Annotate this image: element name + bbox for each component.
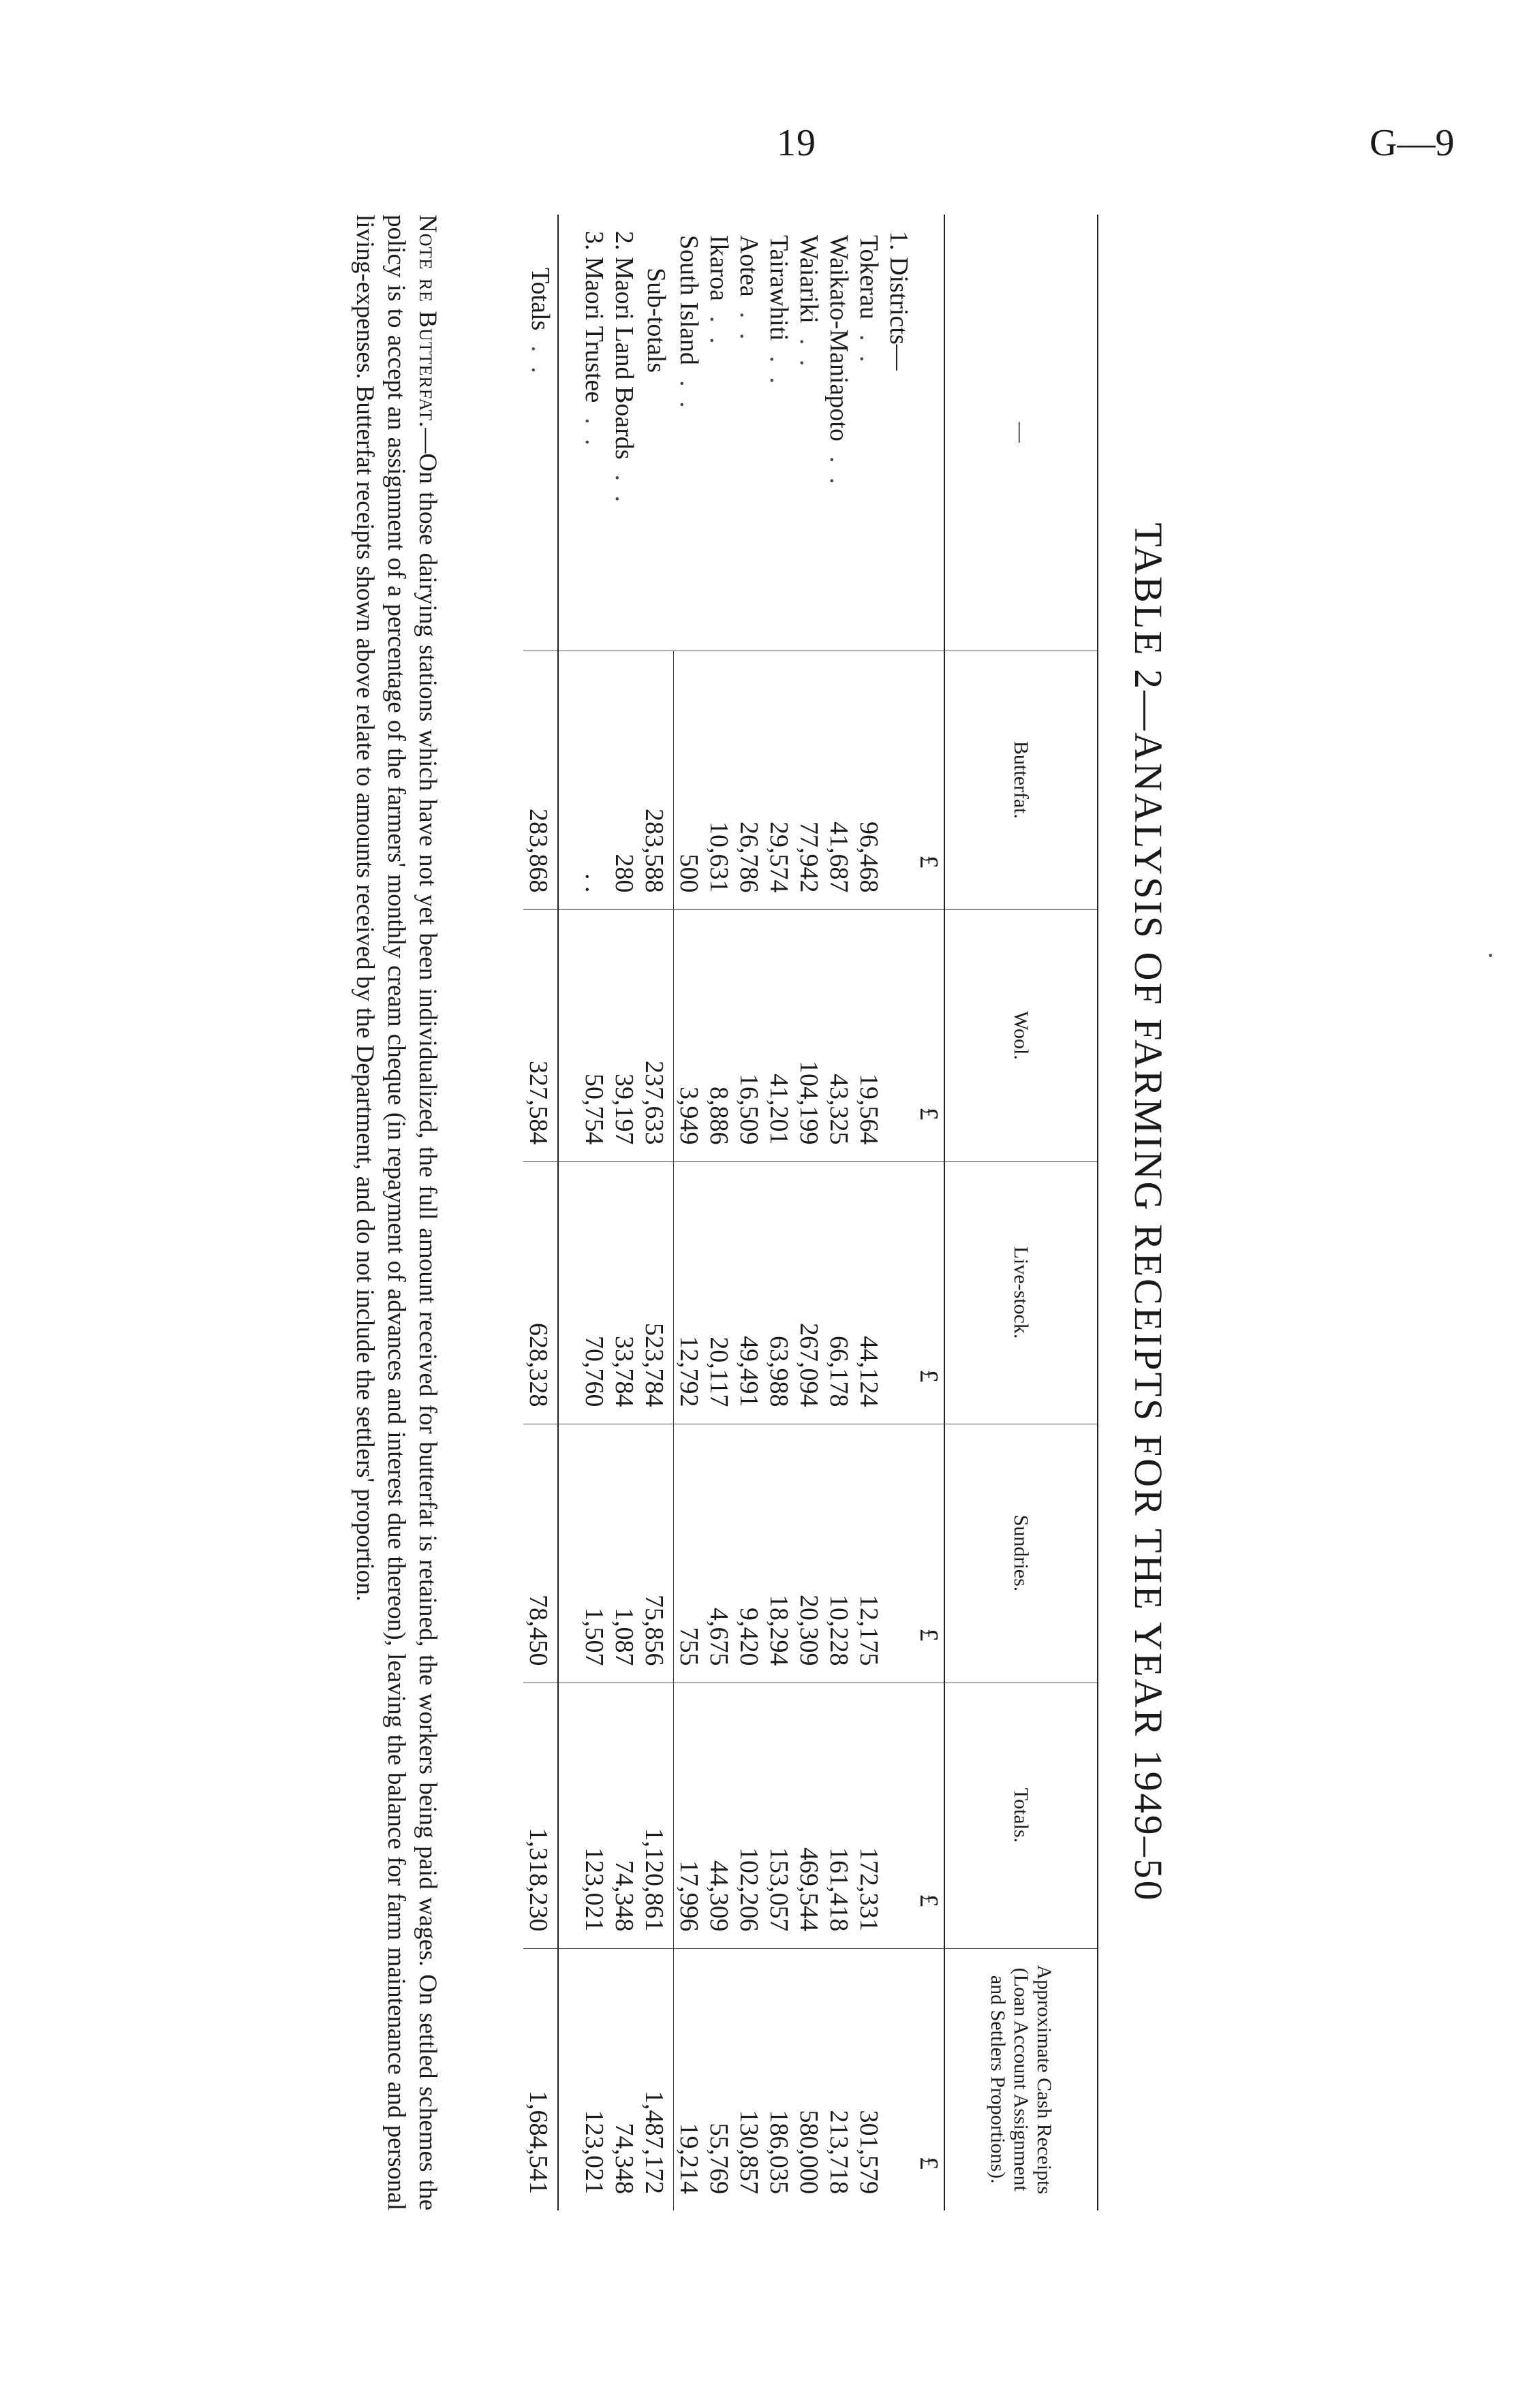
cell-wool: 327,584	[523, 909, 558, 1161]
cell-livestock: 267,094	[794, 1161, 824, 1424]
cell-approx	[884, 1948, 914, 2210]
subtotals-row	[639, 215, 674, 2210]
cell-wool: 8,886	[704, 909, 734, 1161]
cell-approx: 123,021	[579, 1948, 609, 2210]
cell-totals: 123,021	[579, 1683, 609, 1948]
cell-approx: 74,348	[609, 1948, 639, 2210]
cell-butterfat: 283,588	[639, 651, 674, 909]
cell-livestock: 628,328	[523, 1161, 558, 1424]
cell-approx: £	[914, 1948, 944, 2210]
districts-heading-row	[884, 215, 914, 2210]
spacer-row	[558, 215, 579, 2210]
cell-totals: 1,120,861	[639, 1683, 674, 1948]
cell-butterfat: 10,631	[704, 651, 734, 909]
cell-sundries: 755	[674, 1424, 705, 1683]
table-row	[854, 215, 884, 2210]
cell-totals: £	[914, 1683, 944, 1948]
cell-sundries: £	[914, 1424, 944, 1683]
cell-livestock: 20,117	[704, 1161, 734, 1424]
cell-sundries	[558, 1424, 579, 1683]
cell-sundries: 1,507	[579, 1424, 609, 1683]
note-lead: Note re Butterfat.	[414, 215, 442, 428]
cell-livestock: 70,760	[579, 1161, 609, 1424]
table-row	[609, 215, 639, 2210]
cell-sundries: 20,309	[794, 1424, 824, 1683]
cell-sundries: 10,228	[824, 1424, 854, 1683]
row-label: Waiariki	[794, 235, 823, 324]
cell-wool	[558, 909, 579, 1161]
cell-butterfat: 283,868	[523, 651, 558, 909]
farming-receipts-table	[523, 215, 1098, 2210]
table-row	[579, 215, 609, 2210]
cell-butterfat: 280	[609, 651, 639, 909]
column-header-livestock: Live-stock.	[944, 1161, 1098, 1424]
cell-livestock: £	[914, 1161, 944, 1424]
table-row	[674, 215, 705, 2210]
row-label: Sub-totals	[642, 268, 671, 373]
cell-approx: 301,579	[854, 1948, 884, 2210]
table-row	[794, 215, 824, 2210]
table-row	[764, 215, 794, 2210]
cell-totals: 161,418	[824, 1683, 854, 1948]
cell-sundries: 75,856	[639, 1424, 674, 1683]
cell-butterfat: . .	[579, 651, 609, 909]
stray-mark	[1489, 954, 1492, 957]
cell-butterfat: 96,468	[854, 651, 884, 909]
totals-row	[523, 215, 558, 2210]
cell-approx	[558, 1948, 579, 2210]
cell-sundries: 78,450	[523, 1424, 558, 1683]
cell-approx: 186,035	[764, 1948, 794, 2210]
row-label: 1. Districts—	[884, 231, 913, 371]
rotated-table-block	[320, 215, 1172, 2210]
column-header-wool: Wool.	[944, 909, 1098, 1161]
units-row	[914, 215, 944, 2210]
row-label: Waikato-Maniapoto	[824, 235, 853, 441]
cell-approx: 580,000	[794, 1948, 824, 2210]
cell-wool: 104,199	[794, 909, 824, 1161]
column-header-approx-cash: Approximate Cash Receipts (Loan Account Assignment and Settlers Proportions).	[944, 1948, 1098, 2210]
cell-wool: 50,754	[579, 909, 609, 1161]
header-row	[944, 215, 1098, 2210]
cell-livestock: 66,178	[824, 1161, 854, 1424]
cell-sundries	[884, 1424, 914, 1683]
cell-totals: 1,318,230	[523, 1683, 558, 1948]
cell-butterfat: 29,574	[764, 651, 794, 909]
column-header-label: —	[944, 215, 1098, 651]
row-label: 2. Maori Land Boards	[610, 231, 638, 460]
cell-totals: 74,348	[609, 1683, 639, 1948]
leader-dots: . .	[854, 334, 883, 366]
cell-wool: 39,197	[609, 909, 639, 1161]
row-label: Tairawhiti	[764, 235, 793, 341]
leader-dots: . .	[705, 316, 733, 348]
cell-butterfat: 500	[674, 651, 705, 909]
cell-approx: 55,769	[704, 1948, 734, 2210]
cell-livestock: 12,792	[674, 1161, 705, 1424]
cell-totals	[884, 1683, 914, 1948]
table-title: TABLE 2—ANALYSIS OF FARMING RECEIPTS FOR THE YEAR 1949–50	[1126, 522, 1171, 1903]
cell-livestock: 44,124	[854, 1161, 884, 1424]
cell-totals: 153,057	[764, 1683, 794, 1948]
leader-dots: . .	[794, 338, 823, 371]
cell-sundries: 18,294	[764, 1424, 794, 1683]
cell-totals: 44,309	[704, 1683, 734, 1948]
row-label: Ikaroa	[705, 235, 733, 302]
cell-totals: 102,206	[734, 1683, 764, 1948]
table-row	[734, 215, 764, 2210]
column-header-sundries: Sundries.	[944, 1424, 1098, 1683]
cell-totals: 469,544	[794, 1683, 824, 1948]
row-label: Tokerau	[854, 235, 883, 319]
row-label: South Island	[674, 235, 703, 366]
page-number: 19	[777, 122, 816, 164]
cell-livestock: 33,784	[609, 1161, 639, 1424]
cell-approx: 130,857	[734, 1948, 764, 2210]
butterfat-note	[349, 215, 443, 2210]
cell-wool: 3,949	[674, 909, 705, 1161]
cell-approx: 1,684,541	[523, 1948, 558, 2210]
cell-livestock: 523,784	[639, 1161, 674, 1424]
leader-dots: . .	[735, 311, 763, 344]
leader-dots: . .	[526, 345, 555, 377]
cell-butterfat	[558, 651, 579, 909]
cell-sundries: 12,175	[854, 1424, 884, 1683]
row-label: 3. Maori Trustee	[580, 231, 608, 403]
cell-butterfat: 41,687	[824, 651, 854, 909]
cell-wool: 19,564	[854, 909, 884, 1161]
cell-livestock	[558, 1161, 579, 1424]
cell-wool: £	[914, 909, 944, 1161]
cell-livestock: 49,491	[734, 1161, 764, 1424]
cell-wool: 237,633	[639, 909, 674, 1161]
leader-dots: . .	[764, 356, 793, 388]
cell-butterfat: £	[914, 651, 944, 909]
table-row	[824, 215, 854, 2210]
row-label: Totals	[526, 268, 555, 331]
cell-totals	[558, 1683, 579, 1948]
leader-dots: . .	[610, 474, 638, 507]
cell-totals: 172,331	[854, 1683, 884, 1948]
cell-sundries: 9,420	[734, 1424, 764, 1683]
column-header-butterfat: Butterfat.	[944, 651, 1098, 909]
cell-approx: 1,487,172	[639, 1948, 674, 2210]
cell-livestock: 63,988	[764, 1161, 794, 1424]
page-code: G—9	[1370, 122, 1455, 164]
note-text: —On those dairying stations which have not yet been individualized, the full amount received for butterfat is retained, the workers being paid wages. On settled schemes the policy is to accept an assignment of a percentage of the farmers' monthly cream cheque (in repayment of advances and interest due thereon), leaving the balance for farm maintenance and personal living-expenses. Butterfat receipts shown above relate to amounts received by the Department, and do not include the settlers' proportion.	[351, 215, 442, 2211]
cell-approx: 213,718	[824, 1948, 854, 2210]
cell-butterfat: 77,942	[794, 651, 824, 909]
column-header-totals: Totals.	[944, 1683, 1098, 1948]
cell-butterfat: 26,786	[734, 651, 764, 909]
cell-sundries: 4,675	[704, 1424, 734, 1683]
row-label: Aotea	[735, 235, 763, 297]
cell-livestock	[884, 1161, 914, 1424]
leader-dots: . .	[674, 380, 703, 412]
cell-approx: 19,214	[674, 1948, 705, 2210]
cell-wool	[884, 909, 914, 1161]
leader-dots: . .	[580, 418, 608, 450]
cell-butterfat	[884, 651, 914, 909]
cell-wool: 41,201	[764, 909, 794, 1161]
cell-wool: 16,509	[734, 909, 764, 1161]
cell-wool: 43,325	[824, 909, 854, 1161]
leader-dots: . .	[824, 456, 853, 488]
cell-sundries: 1,087	[609, 1424, 639, 1683]
table-row	[704, 215, 734, 2210]
cell-totals: 17,996	[674, 1683, 705, 1948]
